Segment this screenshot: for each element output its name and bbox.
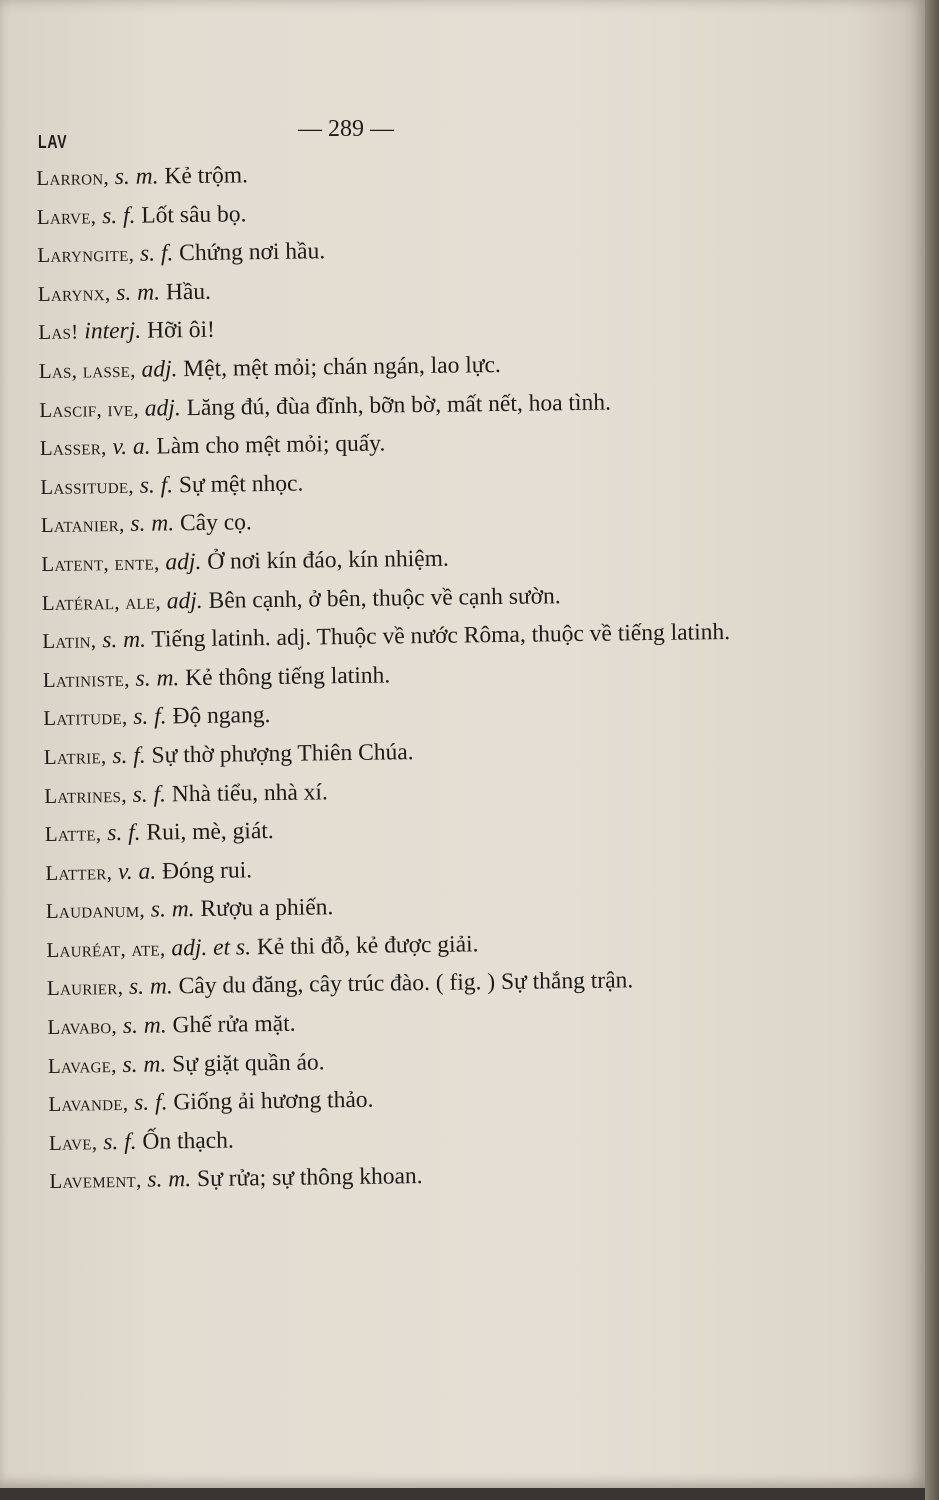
head-word: Latrie, [43,744,107,769]
head-word: Latanier, [40,512,125,538]
definition: Sự giặt quần áo. [171,1049,325,1078]
head-word: Lavement, [49,1168,142,1194]
grammar-label: adj. [165,548,202,576]
definition: Kẻ thi đỗ, kẻ được giải. [256,931,479,961]
grammar-label: s. f. [139,472,174,499]
definition: Sự rửa; sự thông khoan. [196,1163,423,1193]
grammar-label: s. m. [130,510,175,538]
definition: Lăng đú, đùa đĩnh, bỡn bờ, mất nết, hoa tình. [186,389,612,421]
dictionary-entry [49,1153,773,1201]
grammar-label: s. m. [135,664,180,692]
grammar-label: s. f. [103,1128,137,1156]
head-word: Laryngite, [37,241,135,268]
running-head: LAV [38,132,68,152]
head-word: Laudanum, [45,897,146,924]
grammar-label: s. m. [147,1166,192,1194]
definition: Tiếng latinh. adj. Thuộc về nước Rôma, thuộc về tiếng latinh. [151,619,731,653]
definition: Cây du đăng, cây trúc đào. ( fig. ) Sự thắng trận. [178,967,634,1000]
definition: Lốt sâu bọ. [141,200,247,229]
head-word: Latter, [45,859,113,885]
definition: Rui, mè, giát. [146,818,274,846]
definition: Đóng rui. [161,856,253,885]
grammar-label: s. f. [132,780,167,808]
grammar-label: s. f. [107,819,141,847]
head-word: Laurier, [46,975,124,1001]
definition: Kẻ thông tiếng latinh. [185,662,391,691]
definition: Nhà tiểu, nhà xí. [171,778,328,807]
head-word: Larve, [36,203,97,229]
head-word: Latitude, [43,705,128,731]
definition: Bên cạnh, ở bên, thuộc về cạnh sườn. [208,582,561,614]
grammar-label: s. m. [116,279,161,306]
definition: Ốn thạch. [142,1127,234,1155]
grammar-label: v. a. [112,433,151,461]
definition: Sự mệt nhọc. [178,470,304,498]
grammar-label: s. f. [112,742,146,770]
page-edge-shadow [925,0,939,1500]
grammar-label: s. m. [150,896,195,923]
grammar-label: s. f. [133,703,167,731]
head-word: Latin, [42,628,97,654]
page-number: — 289 — [298,116,394,142]
head-word: Lauréat, ate, [46,936,166,962]
head-word: Lavage, [47,1052,117,1078]
definition: Hầu. [165,278,212,306]
head-word: Lassitude, [40,473,135,499]
grammar-label: s. f. [139,240,174,267]
head-word: Las, lasse, [38,357,136,384]
grammar-label: s. f. [134,1089,168,1117]
grammar-label: adj. [141,356,178,383]
definition: Ghế rửa mặt. [172,1010,296,1039]
definition: Chứng nơi hầu. [179,238,326,267]
head-word: Latrines, [44,782,127,808]
head-word: Lavande, [48,1091,129,1117]
definition: Làm cho mệt mỏi; quấy. [156,430,386,460]
head-word: Latéral, ale, [41,588,162,615]
head-word: Las! [38,319,79,345]
definition: Độ ngang. [172,702,271,730]
definition: Giống ải hương thảo. [173,1086,374,1116]
definition: Cây cọ. [179,509,252,537]
grammar-label: s. m. [122,1051,167,1078]
grammar-label: adj. [144,394,181,422]
head-word: Larynx, [37,280,111,306]
head-word: Larron, [36,165,110,191]
definition: Kẻ trộm. [164,162,249,190]
head-word: Lavabo, [47,1014,118,1040]
page-header [0,112,925,152]
head-word: Lasser, [39,435,107,461]
definition: Mệt, mệt mỏi; chán ngán, lao lực. [183,351,501,383]
grammar-label: s. m. [114,163,159,191]
head-word: Latent, ente, [41,550,160,576]
grammar-label: s. m. [122,1012,167,1040]
head-word: Latiniste, [42,666,130,692]
definition: Hỡi ôi! [146,317,216,344]
grammar-label: interj. [84,318,142,345]
head-word: Lascif, ive, [39,396,140,422]
grammar-label: s. m. [128,973,173,1001]
grammar-label: v. a. [117,858,157,885]
grammar-label: adj. et s. [171,934,252,962]
grammar-label: s. m. [102,626,147,654]
definition: Ở nơi kín đáo, kín nhiệm. [207,545,449,575]
head-word: Latte, [44,821,102,847]
grammar-label: adj. [166,587,203,614]
definition: Sự thờ phượng Thiên Chúa. [151,739,414,769]
entry-list [0,147,939,1201]
grammar-label: s. f. [101,202,136,229]
definition: Rượu a phiến. [200,894,334,923]
head-word: Lave, [48,1130,98,1155]
